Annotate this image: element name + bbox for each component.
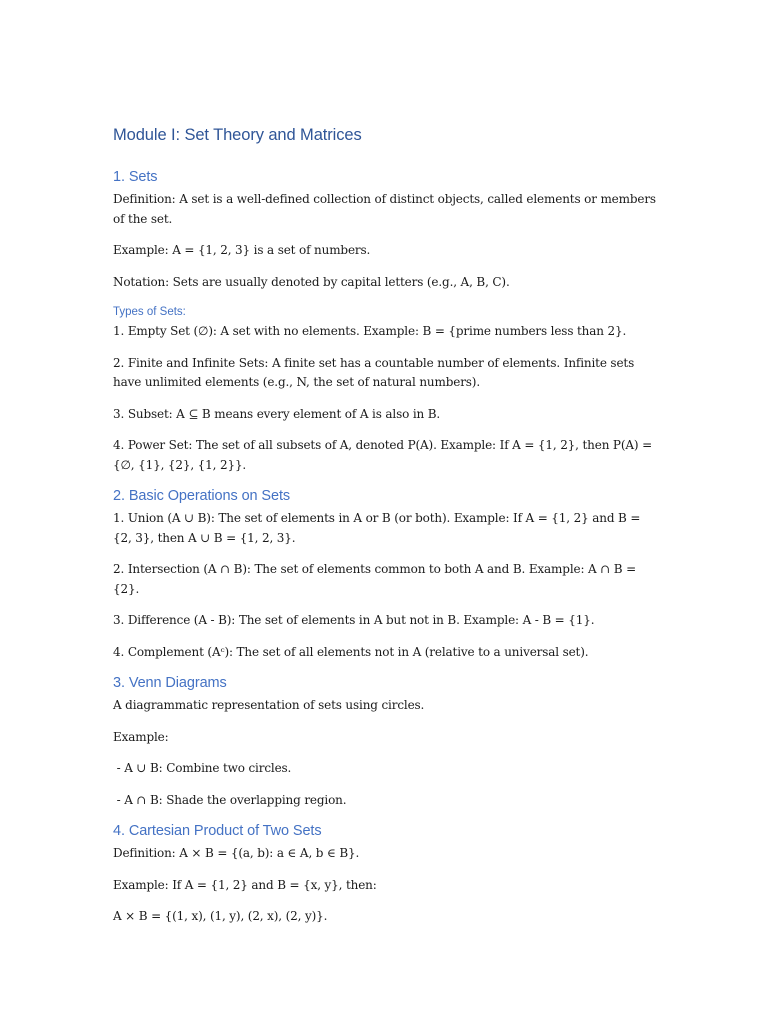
paragraph: - A ∩ B: Shade the overlapping region. xyxy=(113,792,347,807)
section-heading: 3. Venn Diagrams xyxy=(113,675,227,691)
section-heading: 2. Basic Operations on Sets xyxy=(113,488,291,504)
paragraph: 1. Union (A ∪ B): The set of elements in A or B (or both). Example: If A = {1, 2} and B = {2, 3}, then A ∪ B = {1, 2, 3}. xyxy=(113,511,641,545)
paragraph: - A ∪ B: Combine two circles. xyxy=(113,761,292,775)
paragraph: A diagrammatic representation of sets using circles. xyxy=(113,698,425,712)
paragraph: Notation: Sets are usually denoted by capital letters (e.g., A, B, C). xyxy=(113,274,510,289)
page-title: Module I: Set Theory and Matrices xyxy=(113,126,362,144)
paragraph: 4. Complement (Aᶜ): The set of all elements not in A (relative to a universal set). xyxy=(113,644,589,659)
paragraph: 3. Difference (A - B): The set of elements in A but not in B. Example: A - B = {1}. xyxy=(113,613,595,627)
subsection-heading: Types of Sets: xyxy=(113,306,186,318)
paragraph: Example: xyxy=(113,729,169,744)
paragraph: Definition: A set is a well-defined collection of distinct objects, called elements or members of the set. xyxy=(113,192,656,226)
paragraph: 1. Empty Set (∅): A set with no elements. Example: B = {prime numbers less than 2}. xyxy=(113,324,627,338)
paragraph: Definition: A × B = {(a, b): a ∈ A, b ∈ B}. xyxy=(113,846,360,860)
section-venn-diagrams xyxy=(113,673,658,810)
section-cartesian-product xyxy=(113,821,658,927)
paragraph: 4. Power Set: The set of all subsets of A, denoted P(A). Example: If A = {1, 2}, then P(A) = {∅, {1}, {2}, {1, 2}}. xyxy=(113,438,653,472)
section-heading: 1. Sets xyxy=(113,169,158,185)
section-heading: 4. Cartesian Product of Two Sets xyxy=(113,823,322,839)
paragraph: A × B = {(1, x), (1, y), (2, x), (2, y)}. xyxy=(113,909,328,923)
document-body xyxy=(113,124,658,939)
section-sets xyxy=(113,167,658,475)
paragraph: Example: A = {1, 2, 3} is a set of numbers. xyxy=(113,243,371,257)
paragraph: Example: If A = {1, 2} and B = {x, y}, then: xyxy=(113,877,377,892)
section-basic-operations xyxy=(113,486,658,662)
paragraph: 2. Finite and Infinite Sets: A finite set has a countable number of elements. Infinite sets have unlimited elements (e.g., N, the set of natural numbers). xyxy=(113,355,635,389)
paragraph: 2. Intersection (A ∩ B): The set of elements common to both A and B. Example: A ∩ B = {2}. xyxy=(113,562,636,596)
paragraph: 3. Subset: A ⊆ B means every element of A is also in B. xyxy=(113,406,441,421)
